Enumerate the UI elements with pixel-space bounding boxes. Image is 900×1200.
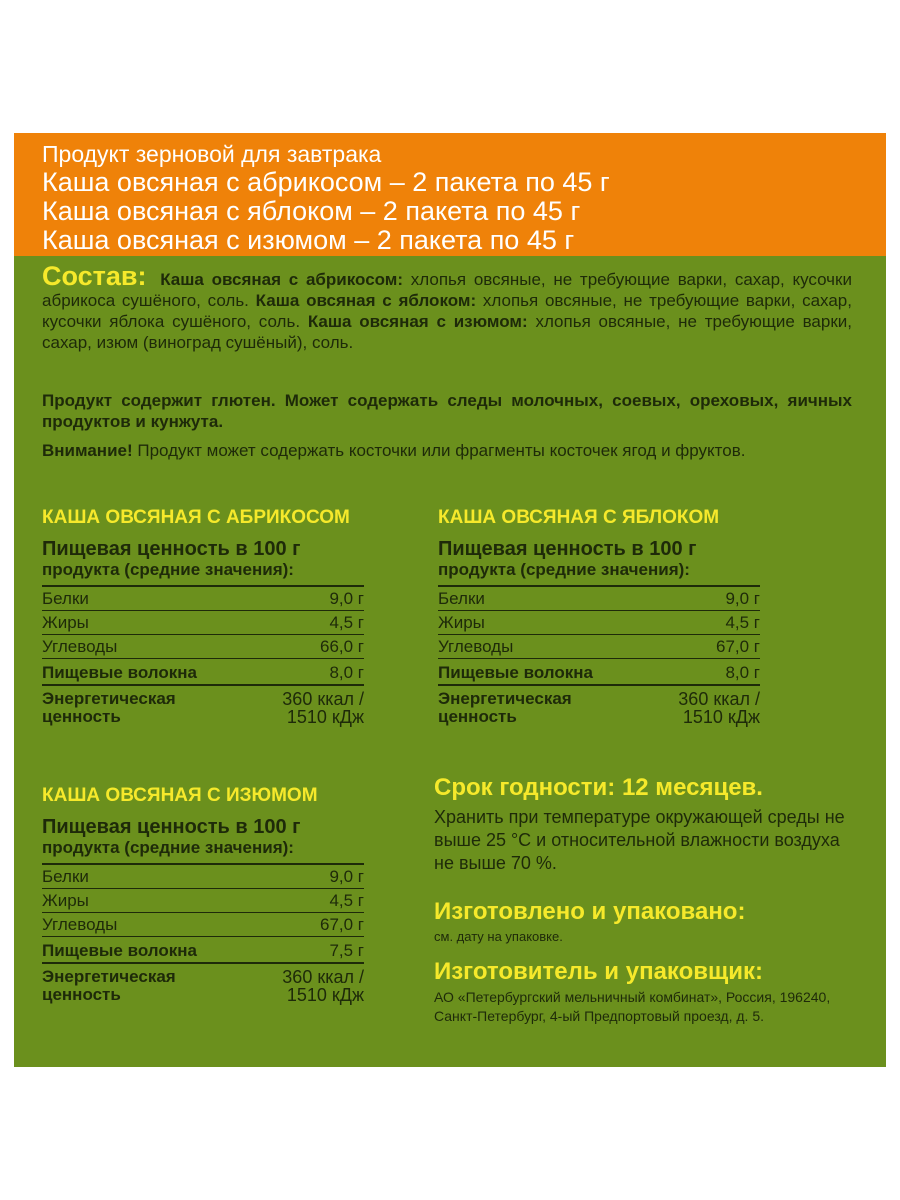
variant-apple: Каша овсяная с яблоком – 2 пакета по 45 г	[42, 196, 581, 226]
table-row-protein	[438, 587, 760, 611]
energy-label	[42, 968, 176, 1004]
row-label: Жиры	[42, 613, 89, 632]
row-value: 4,5 г	[725, 613, 760, 632]
manufacture-date-title: Изготовлено и упаковано:	[434, 898, 746, 925]
row-label: Жиры	[42, 891, 89, 910]
table-row-protein	[42, 587, 364, 611]
warning-body: Продукт может содержать косточки или фрагменты косточек ягод и фруктов.	[132, 441, 746, 460]
energy-value	[282, 690, 364, 726]
table-subheading: продукта (средние значения):	[42, 838, 294, 857]
table-row-fat	[438, 611, 760, 635]
energy-kj: 1510 кДж	[682, 707, 760, 727]
nutrition-table-apple	[438, 506, 760, 726]
table-row-fat	[42, 611, 364, 635]
table-title: КАША ОВСЯНАЯ С ЯБЛОКОМ	[438, 507, 720, 528]
storage-conditions: Хранить при температуре окружающей среды не выше 25 °С и относительной влажности воздуха не выше 70 %.	[434, 807, 845, 873]
product-header	[14, 133, 886, 256]
table-row-energy	[42, 968, 364, 1004]
row-label: Пищевые волокна	[42, 663, 197, 682]
row-label: Белки	[42, 589, 89, 608]
row-label: Белки	[42, 867, 89, 886]
table-title: КАША ОВСЯНАЯ С ИЗЮМОМ	[42, 785, 318, 806]
row-label: Пищевые волокна	[438, 663, 593, 682]
row-value: 8,0 г	[329, 663, 364, 682]
variant-apricot: Каша овсяная с абрикосом – 2 пакета по 45 г	[42, 167, 610, 197]
table-heading: Пищевая ценность в 100 г	[438, 538, 697, 560]
manufacturer-block	[434, 958, 874, 1026]
row-label: Углеводы	[438, 637, 514, 656]
row-label: Углеводы	[42, 637, 118, 656]
row-label: Белки	[438, 589, 485, 608]
energy-label-line2: ценность	[438, 707, 517, 726]
energy-label-line1: Энергетическая	[438, 689, 572, 708]
row-value: 67,0 г	[715, 637, 760, 656]
energy-label-line1: Энергетическая	[42, 967, 176, 986]
table-row-carbs	[42, 913, 364, 937]
row-value: 4,5 г	[329, 613, 364, 632]
energy-value	[678, 690, 760, 726]
info-panel	[14, 256, 886, 1067]
energy-kcal: 360 ккал /	[678, 689, 760, 709]
warning-text	[42, 440, 852, 461]
row-value: 9,0 г	[329, 867, 364, 886]
manufacturer-title: Изготовитель и упаковщик:	[434, 958, 764, 985]
row-label: Жиры	[438, 613, 485, 632]
table-row-carbs	[42, 635, 364, 659]
shelf-life-block	[434, 774, 854, 875]
table-row-energy	[42, 690, 364, 726]
energy-kj: 1510 кДж	[286, 985, 364, 1005]
table-row-energy	[438, 690, 760, 726]
apple-ingredients: хлопья овсяные, не требующие варки, сахар, кусочки яблока сушёного, соль.	[42, 291, 852, 331]
row-label: Углеводы	[42, 915, 118, 934]
raisin-ingredients: хлопья овсяные, не требующие варки, сахар, изюм (виноград сушёный), соль.	[42, 312, 852, 352]
table-row-protein	[42, 865, 364, 889]
nutrition-table-raisin	[42, 784, 364, 1004]
raisin-label: Каша овсяная с изюмом:	[307, 312, 528, 331]
table-title: КАША ОВСЯНАЯ С АБРИКОСОМ	[42, 507, 350, 528]
shelf-life-title: Срок годности: 12 месяцев.	[434, 774, 763, 801]
apricot-label: Каша овсяная с абрикосом:	[160, 270, 404, 289]
table-row-fat	[42, 889, 364, 913]
energy-label-line1: Энергетическая	[42, 689, 176, 708]
row-value: 4,5 г	[329, 891, 364, 910]
table-subheading: продукта (средние значения):	[42, 560, 294, 579]
energy-label	[438, 690, 572, 726]
apricot-ingredients: хлопья овсяные, не требующие варки, сахар, кусочки абрикоса сушёного, соль.	[42, 270, 852, 310]
row-value: 67,0 г	[319, 915, 364, 934]
row-value: 66,0 г	[319, 637, 364, 656]
table-subheading: продукта (средние значения):	[438, 560, 690, 579]
energy-label-line2: ценность	[42, 985, 121, 1004]
energy-kj: 1510 кДж	[286, 707, 364, 727]
energy-kcal: 360 ккал /	[282, 689, 364, 709]
manufacturer-address: АО «Петербургский мельничный комбинат», Россия, 196240, Санкт-Петербург, 4-ый Предпортовый проезд, д. 5.	[434, 989, 831, 1024]
variant-raisin: Каша овсяная с изюмом – 2 пакета по 45 г	[42, 225, 575, 255]
table-row-fiber	[438, 659, 760, 686]
row-label: Пищевые волокна	[42, 941, 197, 960]
table-heading: Пищевая ценность в 100 г	[42, 816, 301, 838]
manufacture-date-text: см. дату на упаковке.	[434, 929, 563, 944]
table-heading: Пищевая ценность в 100 г	[42, 538, 301, 560]
product-type: Продукт зерновой для завтрака	[42, 141, 382, 167]
energy-label-line2: ценность	[42, 707, 121, 726]
nutrition-table-apricot	[42, 506, 364, 726]
energy-kcal: 360 ккал /	[282, 967, 364, 987]
row-value: 9,0 г	[329, 589, 364, 608]
table-row-carbs	[438, 635, 760, 659]
apple-label: Каша овсяная с яблоком:	[255, 291, 477, 310]
row-value: 7,5 г	[329, 941, 364, 960]
composition-title: Состав:	[42, 261, 147, 291]
row-value: 8,0 г	[725, 663, 760, 682]
table-row-fiber	[42, 937, 364, 964]
table-row-fiber	[42, 659, 364, 686]
warning-label: Внимание!	[42, 441, 133, 460]
allergen-info: Продукт содержит глютен. Может содержать следы молочных, соевых, ореховых, яичных продуктов и кунжута.	[42, 391, 852, 431]
energy-label	[42, 690, 176, 726]
manufacture-date-block	[434, 898, 864, 945]
energy-value	[282, 968, 364, 1004]
row-value: 9,0 г	[725, 589, 760, 608]
composition-text	[42, 261, 852, 353]
